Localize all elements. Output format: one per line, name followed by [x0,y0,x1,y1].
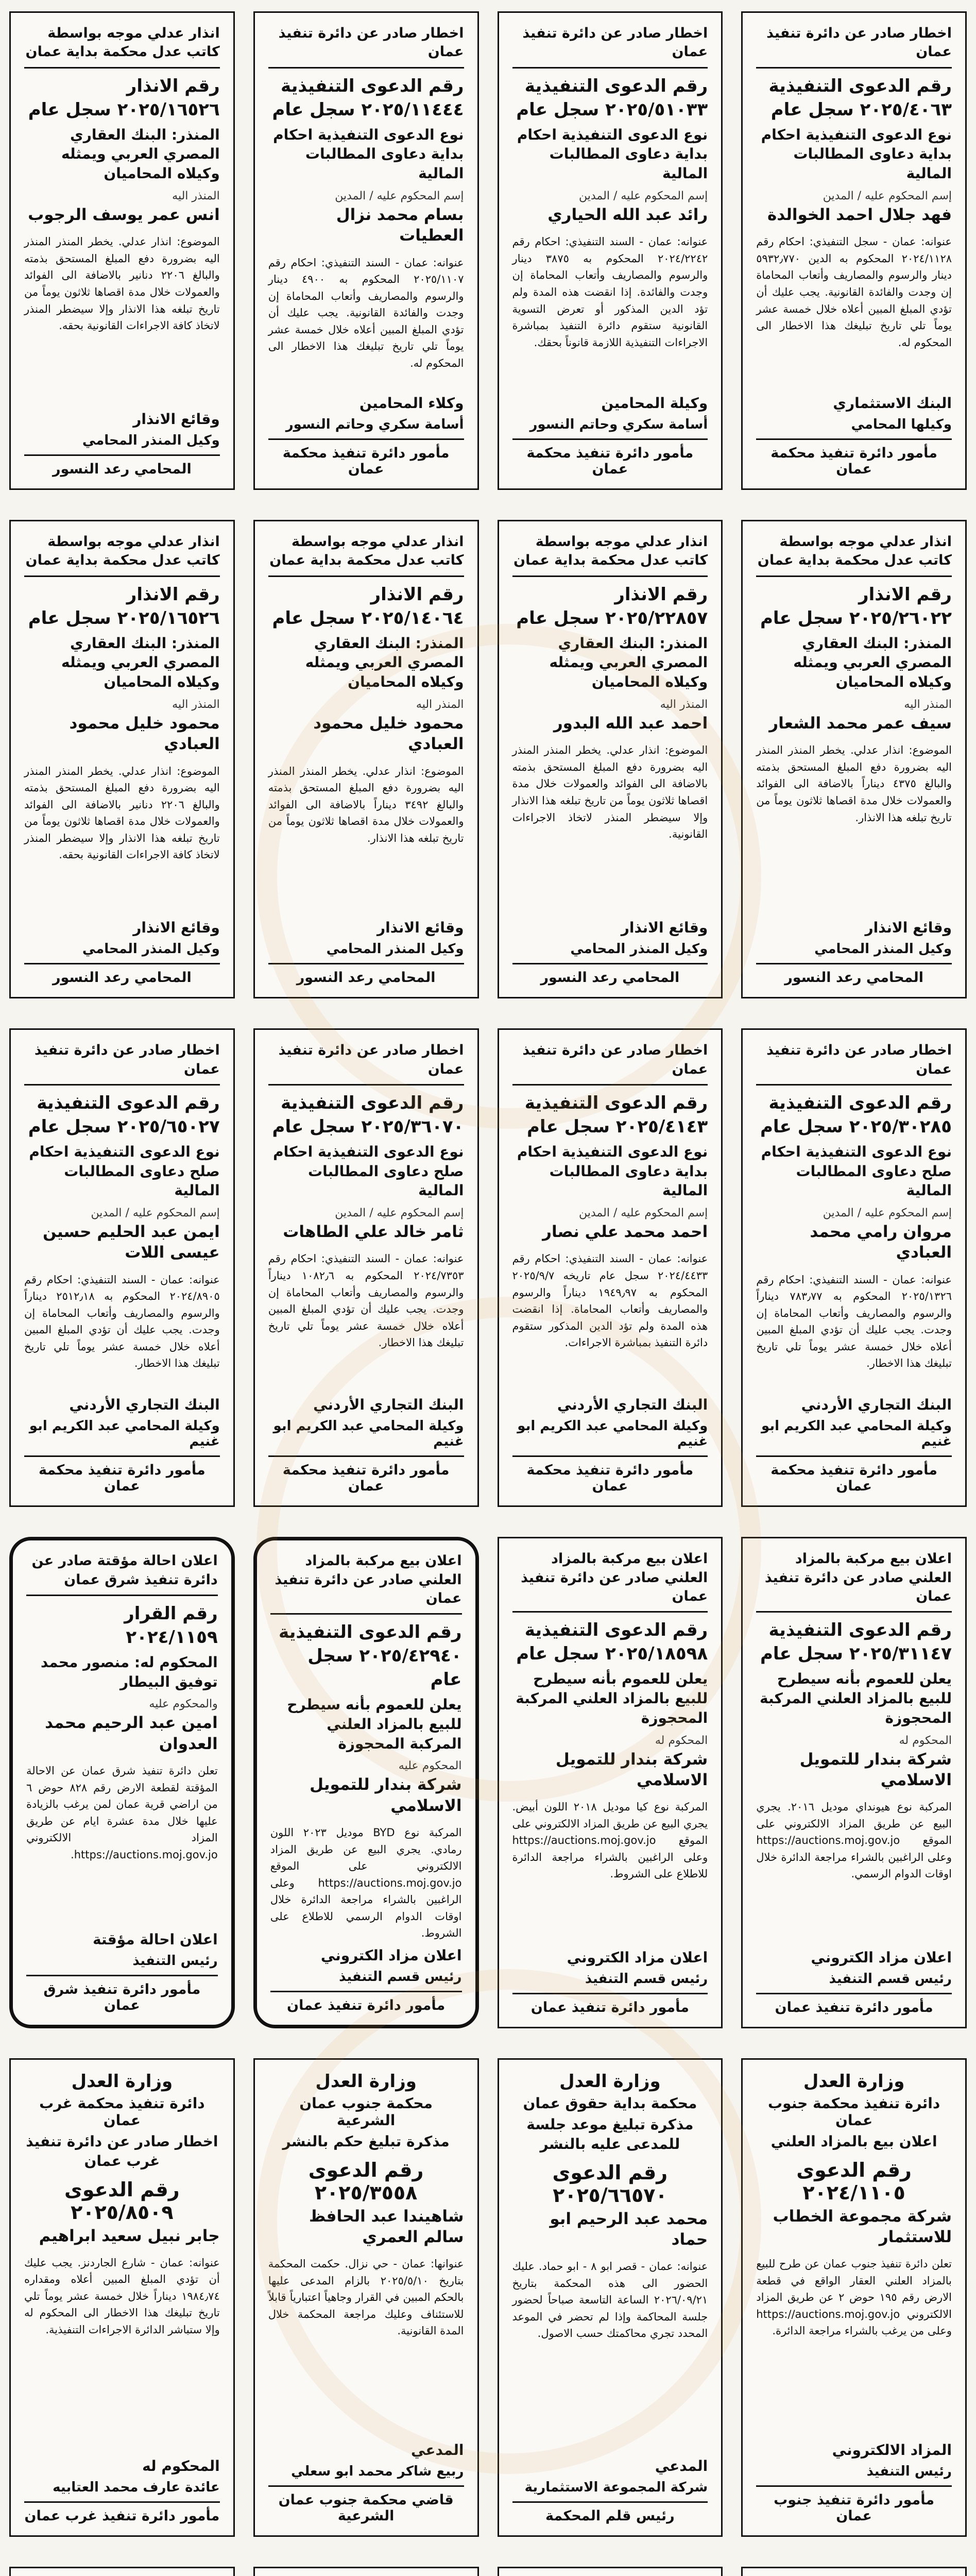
party-name: مروان رامي محمد العبادي [810,1223,952,1262]
party-name: رائد عبد الله الحياري [547,206,708,225]
notice [498,1028,723,1507]
case-type: نوع الدعوى التنفيذية احكام بداية دعاوى المطالبات المالية [761,126,952,182]
notice-body: عنوانه: عمان - السند التنفيذي: احكام رقم ٢٠٢٥/١١٠٧ المحكوم به ٤٩٠٠ دينار والرسوم والمصاريف وأتعاب المحاماة إن وجدت والفائدة القانونية. يجب عليك أن تؤدي المبلغ المبين أعلاه خلال خمسة عشر يوماً تلي تاريخ تبليغك هذا الاخطار الى المحكوم له. [268,256,464,369]
section-title: وقائع الانذار [133,411,220,428]
notice [498,2567,723,2576]
notice-footer: مأمور دائرة تنفيذ عمان [756,1993,952,2015]
notice-header: انذار عدلي موجه بواسطة كاتب عدل محكمة بداية عمان [512,533,708,577]
party-label: إسم المحكوم عليه / المدين [335,1207,464,1220]
party-name: انس عمر يوسف الرجوب [28,206,220,225]
notice-footer: مأمور دائرة تنفيذ محكمة عمان [268,438,464,477]
party-name: جابر نبيل سعيد ابراهيم [39,2226,220,2245]
signatory: ربيع شاكر محمد ابو سعلي [291,2463,464,2479]
notice-body: الموضوع: انذار عدلي. يخطر المنذر المنذر اليه بضرورة دفع المبلغ المستحق بذمته والبالغ ٢٢٠٦ دنانير بالاضافة الى الفوائد والعمولات خلال مدة اقصاها ثلاثون يوماً من تاريخ تبلغه هذا الانذار وإلا سيضطر المنذر لاتخاذ كافة الاجراءات القانونية بحقه. [24,765,220,861]
notice [253,2058,479,2537]
notice-body: تعلن دائرة تنفيذ جنوب عمان عن طرح للبيع بالمزاد العلني العقار الواقع في قطعة الارض رقم ١٩٥ حوض ٢ عن طريق المزاد الالكتروني https://auctions.moj.gov.jo وعلى من يرغب بالشراء مراجعة الدائرة. [756,2258,952,2337]
notice-body: الموضوع: انذار عدلي. يخطر المنذر المنذر اليه بضرورة دفع المبلغ المستحق بذمته بالاضافة الى الفوائد والعمولات خلال مدة اقصاها ثلاثون يوماً من تاريخ تبلغه هذا الانذار وإلا سيضطر المنذر لاتخاذ الاجراءات القانونية. [512,744,708,841]
notice-header: اخطار صادر عن دائرة تنفيذ عمان [268,1041,464,1086]
signatory: وكيل المنذر المحامي [82,433,220,449]
party-label: المنذر اليه [416,698,464,711]
party-label: إسم المحكوم عليه / المدين [579,190,708,203]
signatory: أسامة سكري وحاتم النسور [529,417,708,433]
party-label: إسم المحكوم عليه / المدين [823,190,952,203]
notice-footer: مأمور دائرة تنفيذ شرق عمان [26,1975,218,2013]
signatory: وكيل المنذر المحامي [570,941,708,957]
case-type: نوع الدعوى التنفيذية احكام صلح دعاوى المطالبات المالية [273,1143,464,1199]
notice-footer: مأمور دائرة تنفيذ محكمة عمان [756,1455,952,1494]
court-name: دائرة تنفيذ محكمة جنوب عمان [768,2094,940,2129]
court-name: دائرة تنفيذ محكمة غرب عمان [39,2094,205,2129]
case-type: نوع الدعوى التنفيذية احكام بداية دعاوى المطالبات المالية [517,1143,708,1199]
signatory: وكيلة المحامي عبد الكريم ابو غنيم [761,1418,952,1450]
notice [741,2567,967,2576]
signatory: رئيس قسم التنفيذ [829,1971,952,1987]
case-number: رقم الانذار ٢٠٢٥/١٦٥٢٦ سجل عام [28,75,220,120]
case-type: نوع الدعوى التنفيذية احكام بداية دعاوى المطالبات المالية [517,126,708,182]
section-title: المحكوم له [142,2457,220,2475]
notice-body: عنوانه: عمان - سجل التنفيذي: احكام رقم ٢٠٢٤/١١٢٨ المحكوم به الدين ٥٩٣٢٫٧٧٠ دينار والرسوم والمصاريف وأتعاب المحاماة إن وجدت والفائدة القانونية. يجب عليك أن تؤدي المبلغ المبين أعلاه خلال خمسة عشر يوماً تلي تاريخ تبليغك هذا الاخطار الى المحكوم له. [756,235,952,349]
notice [741,520,967,998]
notice-header: اخطار صادر عن دائرة تنفيذ عمان [756,1041,952,1086]
party-name: سيف عمر محمد الشعار [769,714,952,733]
notice [9,2058,235,2537]
party-label: المحكوم له [655,1734,708,1747]
party-name: محمود خليل محمود العبادي [69,714,220,754]
notice-header: انذار عدلي موجه بواسطة كاتب عدل محكمة بداية عمان [268,533,464,577]
section-title: وقائع الانذار [621,919,708,937]
case-number: رقم الدعوى ٢٠٢٥/٨٥٠٩ [64,2178,180,2224]
party-label: المنذر اليه [660,698,708,711]
notices-grid [9,11,967,2576]
signatory: وكيلة المحامي عبد الكريم ابو غنيم [517,1418,708,1450]
notice-header: انذار عدلي موجه بواسطة كاتب عدل محكمة بداية عمان [24,24,220,69]
ministry-title: وزارة العدل [315,2071,417,2092]
notice-footer: المحامي رعد النسور [24,963,220,986]
case-number: رقم الدعوى ٢٠٢٤/١١٠٥ [796,2158,912,2204]
notice [9,1028,235,1507]
creditor-name: البنك التجاري الأردني [801,1396,952,1414]
case-type: المنذر: البنك العقاري المصري العربي ويمثله وكيلاه المحاميان [793,634,952,691]
case-type: اعلان بيع بالمزاد العلني [770,2132,937,2150]
party-label: المنذر اليه [172,190,220,203]
case-number: رقم الدعوى التنفيذية ٢٠٢٥/٣١١٤٧ سجل عام [760,1620,952,1665]
notice-header: اخطار صادر عن دائرة تنفيذ عمان [756,24,952,69]
notice-header: انذار عدلي موجه بواسطة كاتب عدل محكمة بداية عمان [24,533,220,577]
case-number: رقم الدعوى التنفيذية ٢٠٢٥/١١٤٤٤ سجل عام [272,75,464,120]
ministry-title: وزارة العدل [71,2071,173,2092]
notice-header: اعلان بيع مركبة بالمزاد العلني صادر عن دائرة تنفيذ عمان [756,1550,952,1613]
party-label: المحكوم عليه [398,1759,462,1773]
notice-footer: قاضي محكمة جنوب عمان الشرعية [268,2485,464,2524]
signatory: وكيل المنذر المحامي [326,941,464,957]
party-name: فهد جلال احمد الخوالدة [767,206,952,225]
notice-header: اخطار صادر عن دائرة تنفيذ عمان [512,24,708,69]
party-name: شاهيندا عبد الحافظ سالم العمري [309,2207,464,2246]
case-type: يعلن للعموم بأنه سيطرح للبيع بالمزاد العلني المركبة المحجوزة [287,1696,462,1752]
creditor-name: البنك التجاري الأردني [557,1396,708,1414]
section-title: المزاد الالكتروني [832,2441,952,2459]
notice-footer: مأمور دائرة تنفيذ محكمة عمان [756,438,952,477]
notice [741,1028,967,1507]
notice [498,520,723,998]
signatory: وكيل المنذر المحامي [814,941,952,957]
case-number: رقم الدعوى التنفيذية ٢٠٢٥/٣٦٠٧٠ سجل عام [272,1092,464,1137]
notice [253,1028,479,1507]
case-number: رقم الدعوى التنفيذية ٢٠٢٥/١٨٥٩٨ سجل عام [516,1620,708,1665]
signatory: وكيل المنذر المحامي [82,941,220,957]
section-title: المدعي [655,2457,708,2475]
notice [253,2567,479,2576]
case-number: رقم الدعوى التنفيذية ٢٠٢٥/٤٢٩٤٠ سجل عام [279,1622,462,1690]
notice [253,1537,479,2028]
notice-body: المركبة نوع كيا موديل ٢٠١٨ اللون أبيض. يجري البيع عن طريق المزاد الالكتروني على الموقع https://auctions.moj.gov.jo وعلى الراغبين بالشراء مراجعة الدائرة للاطلاع على الشروط. [512,1801,708,1880]
party-name: شركة بندار للتمويل الاسلامي [310,1775,462,1815]
notice-footer: مأمور دائرة تنفيذ جنوب عمان [756,2485,952,2524]
creditor-name: وكيلة المحامين [601,395,708,412]
creditor-name: البنك الاستثماري [833,395,952,412]
party-name: احمد عبد الله البدور [553,714,708,733]
party-label: إسم المحكوم عليه / المدين [579,1207,708,1220]
signatory: شركة المجموعة الاستثمارية [524,2479,708,2495]
case-type: مذكرة تبليغ حكم بالنشر [282,2132,450,2150]
case-type: المنذر: البنك العقاري المصري العربي ويمثله وكيلاه المحاميان [305,634,464,691]
party-name: ثامر خالد علي الطاهات [283,1223,464,1242]
notice-body: عنوانه: عمان - السند التنفيذي: احكام رقم ٢٠٢٤/٧٣٥٣ المحكوم به ١٠٨٢٫٦ ديناراً والرسوم والمصاريف وأتعاب المحاماة إن وجدت. يجب عليك أن تؤدي المبلغ المبين أعلاه خلال خمسة عشر يوماً تلي تاريخ تبليغك هذا الاخطار. [268,1252,464,1349]
party-label: والمحكوم عليه [149,1698,218,1711]
section-title: وقائع الانذار [133,919,220,937]
notice-footer: المحامي رعد النسور [512,963,708,986]
ministry-title: وزارة العدل [803,2071,905,2092]
notice-footer: مأمور دائرة تنفيذ محكمة عمان [268,1455,464,1494]
case-number: رقم الدعوى ٢٠٢٥/٦٦٥٧٠ [552,2161,668,2207]
case-type: نوع الدعوى التنفيذية احكام بداية دعاوى المطالبات المالية [273,126,464,182]
notice [9,2567,235,2576]
case-type: نوع الدعوى التنفيذية احكام صلح دعاوى المطالبات المالية [761,1143,952,1199]
case-number: رقم الدعوى التنفيذية ٢٠٢٥/٤١٤٣ سجل عام [524,1092,708,1137]
creditor-name: وكلاء المحامين [359,395,464,412]
notice [498,1537,723,2028]
party-name: احمد محمد علي نصار [542,1223,708,1242]
notice-header: اخطار صادر عن دائرة تنفيذ عمان [512,1041,708,1086]
notice [9,520,235,998]
party-label: إسم المحكوم عليه / المدين [823,1207,952,1220]
signatory: وكيلة المحامي عبد الكريم ابو غنيم [273,1418,464,1450]
party-name: بسام محمد نزال العطيات [336,206,464,245]
case-number: رقم الانذار ٢٠٢٥/١٤٠٦٤ سجل عام [272,584,464,629]
notice-body: عنوانه: عمان - السند التنفيذي: احكام رقم ٢٠٢٤/٨٩٠٥ المحكوم به ٢٥١٢٫١٨ ديناراً والرسوم والمصاريف وأتعاب المحاماة إن وجدت. يجب عليك أن تؤدي المبلغ المبين أعلاه خلال خمسة عشر يوماً تلي تاريخ تبليغك هذا الاخطار. [24,1273,220,1370]
notice [253,11,479,490]
notice [9,11,235,490]
notice-body: المركبة نوع هيونداي موديل ٢٠١٦. يجري البيع عن طريق المزاد الالكتروني على الموقع https://auctions.moj.gov.jo وعلى الراغبين بالشراء مراجعة الدائرة خلال اوقات الدوام الرسمي. [756,1801,952,1880]
notice-header: اعلان احالة مؤقتة صادر عن دائرة تنفيذ شرق عمان [26,1552,218,1596]
section-title: اعلان مزاد الكتروني [567,1948,708,1966]
notice-footer: المحامي رعد النسور [756,963,952,986]
case-type: مذكرة تبليغ موعد جلسة للمدعى عليه بالنشر [526,2115,694,2153]
notice-body: الموضوع: انذار عدلي. يخطر المنذر المنذر اليه بضرورة دفع المبلغ المستحق بذمته والبالغ ٤٣٧٥ ديناراً بالاضافة الى الفوائد والعمولات خلال مدة اقصاها ثلاثون يوماً من تاريخ تبلغه هذا الانذار. [756,744,952,824]
party-label: إسم المحكوم عليه / المدين [91,1207,220,1220]
notice-body: الموضوع: انذار عدلي. يخطر المنذر المنذر اليه بضرورة دفع المبلغ المستحق بذمته والبالغ ٢٢٠٦ دنانير بالاضافة الى الفوائد والعمولات خلال مدة اقصاها ثلاثون يوماً من تاريخ تبلغه هذا الانذار وإلا سيضطر المنذر لاتخاذ كافة الاجراءات القانونية بحقه. [24,235,220,332]
case-type: يعلن للعموم بأنه سيطرح للبيع بالمزاد العلني المركبة المحجوزة [516,1670,708,1726]
case-type: المنذر: البنك العقاري المصري العربي ويمثله وكيلاه المحاميان [61,634,220,691]
notice-footer: المحامي رعد النسور [24,454,220,477]
party-label: إسم المحكوم عليه / المدين [335,190,464,203]
case-number: رقم الانذار ٢٠٢٥/١٦٥٢٦ سجل عام [28,584,220,629]
signatory: رئيس التنفيذ [866,2463,952,2479]
case-number: رقم الدعوى التنفيذية ٢٠٢٥/٣٠٢٨٥ سجل عام [760,1092,952,1137]
signatory: رئيس قسم التنفيذ [339,1969,462,1985]
party-label: المنذر اليه [172,698,220,711]
case-type: المحكوم له: منصور محمد توفيق البيطار [40,1653,218,1690]
case-number: رقم الدعوى ٢٠٢٥/٣٥٥٨ [308,2158,424,2204]
creditor-name: البنك التجاري الأردني [313,1396,464,1414]
case-number: رقم الانذار ٢٠٢٥/٢٦٠٢٢ سجل عام [760,584,952,629]
notice-header: اعلان بيع مركبة بالمزاد العلني صادر عن دائرة تنفيذ عمان [512,1550,708,1613]
notice-body: عنوانها: عمان - حي نزال. حكمت المحكمة بتاريخ ٢٠٢٥/٥/١٠ بالزام المدعى عليها بالحكم المبين في القرار وجاهياً اعتبارياً قابلاً للاستئناف وعليك مراجعة المحكمة خلال المدة القانونية. [268,2258,464,2337]
section-title: اعلان مزاد الكتروني [811,1948,952,1966]
notice-body: عنوانه: عمان - قصر ابو ٨ - ابو حماد. عليك الحضور الى هذه المحكمة بتاريخ ٢٠٢٦/٠٩/٢١ الساعة التاسعة صباحاً لحضور جلسة المحاكمة وإذا لم تحضر في الموعد المحدد تجري محاكمتك حسب الاصول. [512,2260,708,2340]
notice [498,2058,723,2537]
notice-body: عنوانه: عمان - السند التنفيذي: احكام رقم ٢٠٢٥/١٣٢٦ المحكوم به ٧٨٣٫٧٧ ديناراً والرسوم والمصاريف وأتعاب المحاماة إن وجدت. يجب عليك أن تؤدي المبلغ المبين أعلاه خلال خمسة عشر يوماً تلي تاريخ تبليغك هذا الاخطار. [756,1273,952,1370]
notice-body: الموضوع: انذار عدلي. يخطر المنذر المنذر اليه بضرورة دفع المبلغ المستحق بذمته والبالغ ٣٤٩٢ ديناراً بالاضافة الى الفوائد والعمولات خلال مدة اقصاها ثلاثون يوماً من تاريخ تبلغه هذا الانذار. [268,765,464,844]
party-label: المحكوم له [899,1734,952,1747]
case-number: رقم الدعوى التنفيذية ٢٠٢٥/٦٥٠٢٧ سجل عام [28,1092,220,1137]
notice-header: اخطار صادر عن دائرة تنفيذ عمان [24,1041,220,1086]
notice-footer: المحامي رعد النسور [268,963,464,986]
notice-body: المركبة نوع BYD موديل ٢٠٢٣ اللون رمادي. يجري البيع عن طريق المزاد الالكتروني على الموقع https://auctions.moj.gov.jo وعلى الراغبين بالشراء مراجعة الدائرة خلال اوقات الدوام الرسمي للاطلاع على الشروط. [270,1826,462,1940]
party-name: شركة مجموعة الخطاب للاستثمار [773,2207,952,2246]
section-title: اعلان احالة مؤقتة [92,1930,218,1948]
section-title: اعلان مزاد الكتروني [320,1946,462,1964]
notice-footer: مأمور دائرة تنفيذ محكمة عمان [24,1455,220,1494]
case-type: المنذر: البنك العقاري المصري العربي ويمثله وكيلاه المحاميان [61,126,220,182]
notice-body: عنوانه: عمان - شارع الجاردنز. يجب عليك أن تؤدي المبلغ المبين أعلاه ومقداره ١٩٨٤٫٧٤ ديناراً خلال خمسة عشر يوماً تلي تاريخ تبليغك هذا الاخطار الى المحكوم له وإلا ستباشر الدائرة الاجراءات التنفيذية. [24,2256,220,2336]
section-title: وقائع الانذار [377,919,464,937]
party-name: امين عبد الرحيم محمد العدوان [45,1714,218,1753]
signatory: وكيلها المحامي [851,417,952,433]
case-type: اخطار صادر عن دائرة تنفيذ غرب عمان [26,2132,218,2170]
notice-body: عنوانه: عمان - السند التنفيذي: احكام رقم ٢٠٢٤/٢٢٤٢ المحكوم به ٣٨٧٥ دينار والرسوم والمصاريف وأتعاب المحاماة إن وجدت والفائدة. إذا انقضت هذه المدة ولم تؤد الدين المذكور أو تعرض التسوية القانونية ستقوم دائرة التنفيذ بمباشرة الاجراءات التنفيذية اللازمة قانوناً بحقك. [512,235,708,349]
notice-footer: مأمور دائرة تنفيذ عمان [512,1993,708,2015]
creditor-name: البنك التجاري الأردني [69,1396,220,1414]
case-number: رقم الدعوى التنفيذية ٢٠٢٥/٤٠٦٣ سجل عام [768,75,952,120]
notice-footer: مأمور دائرة تنفيذ محكمة عمان [512,438,708,477]
signatory: رئيس قسم التنفيذ [585,1971,708,1987]
case-type: نوع الدعوى التنفيذية احكام صلح دعاوى المطالبات المالية [29,1143,220,1199]
notice [253,520,479,998]
section-title: وقائع الانذار [865,919,952,937]
notice-body: تعلن دائرة تنفيذ شرق عمان عن الاحالة المؤقتة لقطعة الارض رقم ٨٢٨ حوض ٦ من اراضي قرية عمان لمن يرغب بالزيادة عليها خلال مدة عشرة ايام عن طريق المزاد الالكتروني https://auctions.moj.gov.jo. [26,1764,218,1861]
court-name: محكمة جنوب عمان الشرعية [299,2094,433,2129]
notice-footer: مأمور دائرة تنفيذ غرب عمان [24,2501,220,2524]
notice-footer: مأمور دائرة تنفيذ محكمة عمان [512,1455,708,1494]
court-name: محكمة بداية حقوق عمان [523,2094,697,2112]
notice-footer: مأمور دائرة تنفيذ عمان [270,1991,462,2013]
case-number: رقم الدعوى التنفيذية ٢٠٢٥/٥١٠٣٣ سجل عام [516,75,708,120]
party-name: شركة بندار للتمويل الاسلامي [799,1750,952,1789]
party-name: شركة بندار للتمويل الاسلامي [555,1750,708,1789]
signatory: عائدة عارف محمد العتابيه [53,2479,220,2495]
party-name: محمود خليل محمود العبادي [313,714,464,754]
notice-header: اخطار صادر عن دائرة تنفيذ عمان [268,24,464,69]
notice [741,1537,967,2028]
case-type: المنذر: البنك العقاري المصري العربي ويمثله وكيلاه المحاميان [549,634,708,691]
signatory: أسامة سكري وحاتم النسور [285,417,464,433]
section-title: المدعي [410,2441,464,2459]
notice [741,11,967,490]
notice-footer: رئيس قلم المحكمة [512,2501,708,2524]
ministry-title: وزارة العدل [559,2071,661,2092]
notice [741,2058,967,2537]
party-name: ايمن عبد الحليم حسين عيسى اللات [43,1223,220,1262]
signatory: رئيس التنفيذ [132,1953,218,1969]
party-label: المنذر اليه [904,698,952,711]
signatory: وكيلة المحامي عبد الكريم ابو غنيم [29,1418,220,1450]
case-number: رقم القرار ٢٠٢٤/١١٥٩ [124,1603,218,1648]
case-type: يعلن للعموم بأنه سيطرح للبيع بالمزاد العلني المركبة المحجوزة [760,1670,952,1726]
notice-header: انذار عدلي موجه بواسطة كاتب عدل محكمة بداية عمان [756,533,952,577]
notice [9,1537,235,2028]
notice [498,11,723,490]
notice-body: عنوانه: عمان - السند التنفيذي: احكام رقم ٢٠٢٤/٤٤٣٣ سجل عام تاريخه ٢٠٢٥/٩/٧ المحكوم به ١٩٤٩٫٩٧ ديناراً والرسوم والمصاريف وأتعاب المحاماة. إذا انقضت هذه المدة ولم تؤد الدين المذكور ستقوم دائرة التنفيذ بمباشرة الاجراءات. [512,1252,708,1349]
case-number: رقم الانذار ٢٠٢٥/٢٢٨٥٧ سجل عام [516,584,708,629]
notice-header: اعلان بيع مركبة بالمزاد العلني صادر عن دائرة تنفيذ عمان [270,1552,462,1615]
party-name: محمد عبد الرحيم ابو حماد [550,2209,708,2249]
